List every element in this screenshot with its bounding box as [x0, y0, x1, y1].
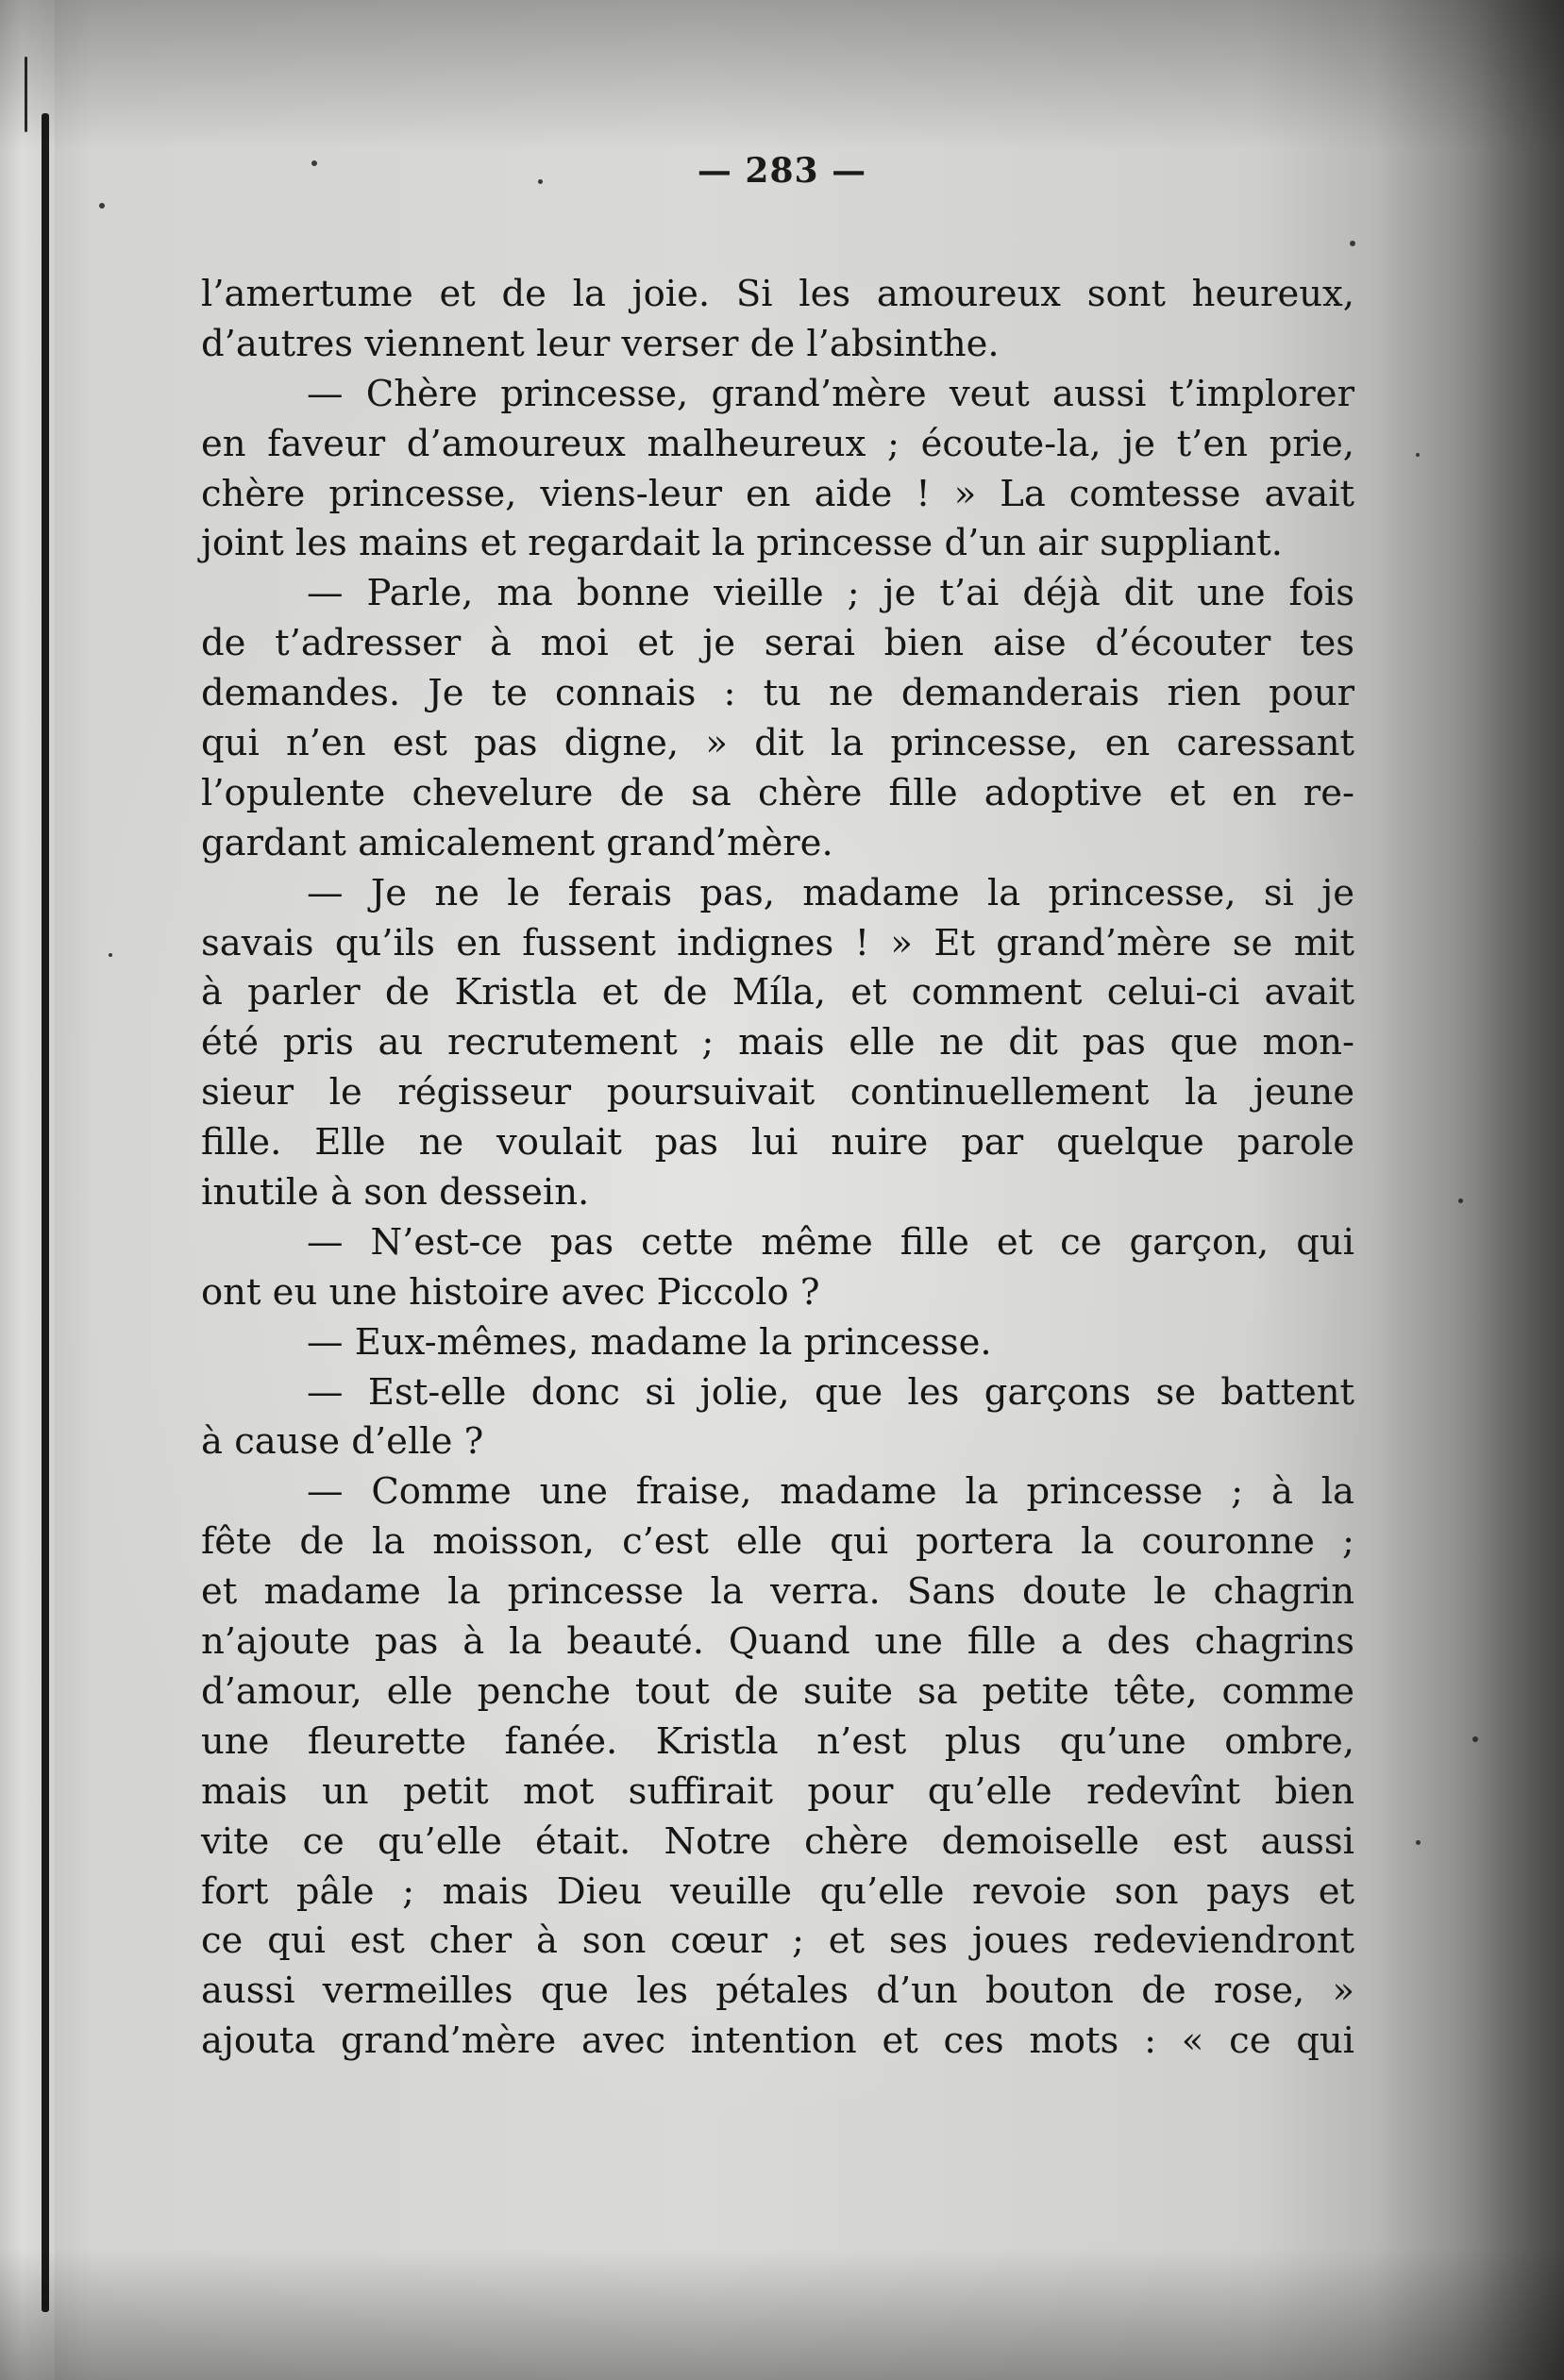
text-line: l’amertume et de la joie. Si les amoureux sont heureux,: [201, 273, 1354, 315]
binding-edge-line: [42, 113, 49, 2312]
page-binding-margin: [0, 0, 55, 2380]
paper-speck: [1458, 1198, 1463, 1203]
binding-edge-mark: [25, 57, 27, 132]
text-line: vite ce qu’elle était. Notre chère demoiselle est aussi: [201, 1819, 1354, 1863]
text-line: fête de la moisson, c’est elle qui portera la couronne ;: [201, 1520, 1354, 1564]
scan-shadow-bottom: [0, 2248, 1564, 2380]
text-line: fort pâle ; mais Dieu veuille qu’elle revoie son pays et: [201, 1869, 1354, 1913]
text-line: à cause d’elle ?: [201, 1420, 484, 1464]
text-line: l’opulente chevelure de sa chère fille adoptive et en re-: [201, 771, 1354, 814]
paper-speck: [1472, 1736, 1478, 1742]
text-line: inutile à son dessein.: [201, 1171, 590, 1215]
text-line: — Chère princesse, grand’mère veut aussi t’implorer: [307, 372, 1354, 415]
text-line: qui n’en est pas digne, » dit la princesse, en caressant: [201, 722, 1354, 765]
text-line: une fleurette fanée. Kristla n’est plus qu’une ombre,: [201, 1719, 1354, 1763]
text-line: d’autres viennent leur verser de l’absinthe.: [201, 322, 1000, 365]
text-line: ajouta grand’mère avec intention et ces mots : « ce qui: [201, 2020, 1354, 2063]
text-line: et madame la princesse la verra. Sans doute le chagrin: [201, 1570, 1354, 1614]
body-text: [201, 270, 1354, 2067]
text-line: mais un petit mot suffirait pour qu’elle redevînt bien: [201, 1769, 1354, 1813]
text-line: chère princesse, viens-leur en aide ! » La comtesse avait: [201, 472, 1354, 515]
text-line: — Eux-mêmes, madame la princesse.: [307, 1320, 992, 1364]
text-line: ce qui est cher à son cœur ; et ses joues redeviendront: [201, 1919, 1354, 1963]
text-line: sieur le régisseur poursuivait continuellement la jeune: [201, 1071, 1354, 1115]
paper-speck: [99, 203, 105, 209]
text-line: gardant amicalement grand’mère.: [201, 821, 833, 864]
text-line: — Je ne le ferais pas, madame la princesse, si je: [307, 871, 1354, 914]
scan-shadow-top: [0, 0, 1564, 151]
text-line: — Parle, ma bonne vieille ; je t’ai déjà dit une fois: [307, 572, 1354, 615]
text-line: été pris au recrutement ; mais elle ne dit pas que mon-: [201, 1021, 1354, 1064]
paper-speck: [109, 953, 112, 957]
text-line: n’ajoute pas à la beauté. Quand une fille a des chagrins: [201, 1620, 1354, 1664]
text-line: à parler de Kristla et de Míla, et comment celui-ci avait: [201, 971, 1354, 1014]
paper-speck: [1416, 453, 1420, 457]
text-line: d’amour, elle penche tout de suite sa petite tête, comme: [201, 1669, 1354, 1713]
scan-shadow-right: [1375, 0, 1564, 2380]
text-line: — N’est-ce pas cette même fille et ce garçon, qui: [307, 1220, 1354, 1264]
text-line: ont eu une histoire avec Piccolo ?: [201, 1270, 820, 1314]
text-line: savais qu’ils en fussent indignes ! » Et grand’mère se mit: [201, 921, 1354, 964]
text-line: joint les mains et regardait la princesse d’un air suppliant.: [201, 522, 1283, 565]
text-line: fille. Elle ne voulait pas lui nuire par quelque parole: [201, 1121, 1354, 1165]
text-line: — Comme une fraise, madame la princesse ; à la: [307, 1470, 1354, 1514]
page-number: — 283 —: [697, 151, 867, 191]
text-line: — Est-elle donc si jolie, que les garçons se battent: [307, 1370, 1354, 1414]
text-line: en faveur d’amoureux malheureux ; écoute-la, je t’en prie,: [201, 422, 1354, 465]
paper-speck: [1350, 241, 1355, 246]
text-line: aussi vermeilles que les pétales d’un bouton de rose, »: [201, 1969, 1354, 2013]
paper-speck: [1416, 1840, 1421, 1845]
text-line: demandes. Je te connais : tu ne demanderais rien pour: [201, 672, 1354, 715]
text-line: de t’adresser à moi et je serai bien aise d’écouter tes: [201, 622, 1354, 665]
